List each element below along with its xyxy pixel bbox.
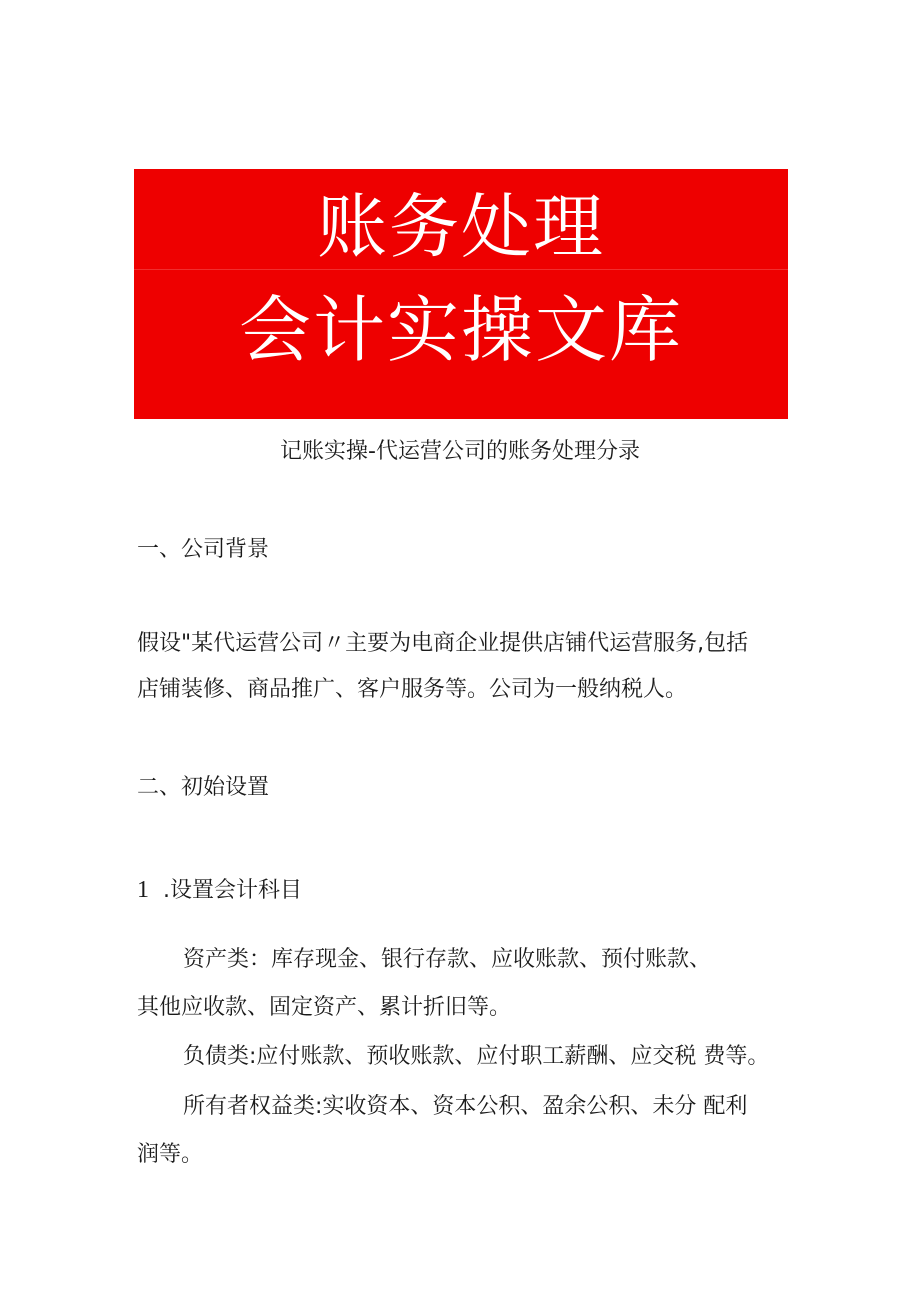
subheading-text: .设置会计科目 bbox=[163, 878, 302, 903]
equity-line-1: 所有者权益类:实收资本、资本公积、盈余公积、未分 配利 bbox=[183, 1094, 748, 1119]
banner-title-line-1: 账务处理 bbox=[317, 186, 605, 268]
section-heading-initial-setup: 二、初始设置 bbox=[137, 775, 270, 800]
liabilities-line: 负债类:应付账款、预收账款、应付职工薪酬、应交税 费等。 bbox=[183, 1044, 770, 1069]
background-paragraph-line-2: 店铺装修、商品推广、客户服务等。公司为一般纳税人。 bbox=[137, 677, 688, 702]
background-paragraph-line-1: 假设"某代运营公司〃主要为电商企业提供店铺代运营服务,包括 bbox=[137, 631, 749, 656]
document-title: 记账实操-代运营公司的账务处理分录 bbox=[280, 439, 640, 464]
equity-line-2: 润等。 bbox=[137, 1142, 204, 1167]
title-banner bbox=[134, 169, 788, 419]
subheading-number: 1 bbox=[137, 877, 149, 903]
banner-divider bbox=[134, 269, 788, 270]
assets-line-2: 其他应收款、固定资产、累计折旧等。 bbox=[137, 995, 512, 1020]
assets-line-1: 资产类：库存现金、银行存款、应收账款、预付账款、 bbox=[183, 947, 712, 972]
banner-title-line-2: 会计实操文库 bbox=[238, 288, 683, 372]
subheading-account-setup bbox=[137, 875, 302, 906]
section-heading-background: 一、公司背景 bbox=[137, 537, 270, 562]
